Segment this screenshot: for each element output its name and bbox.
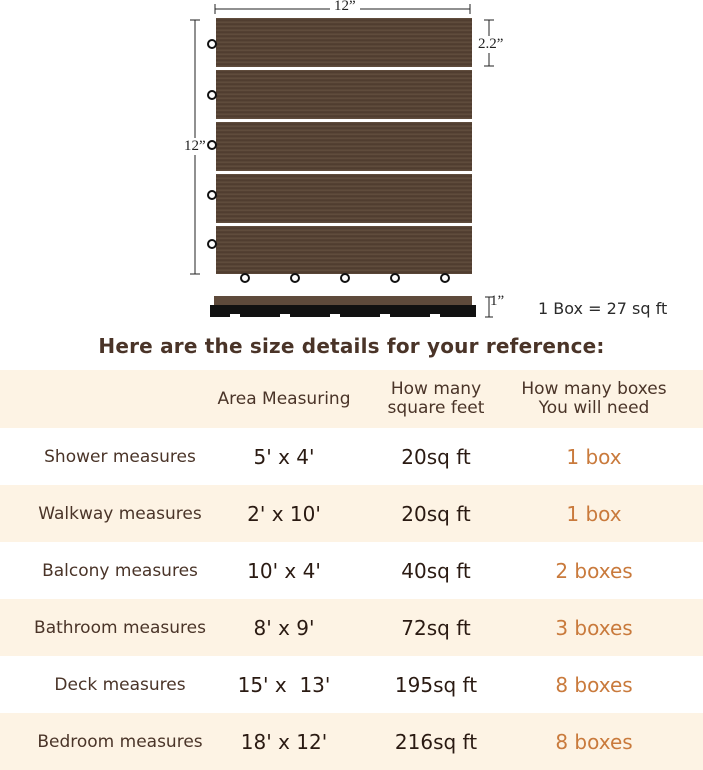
- plank-width-label: 2.2”: [478, 36, 504, 52]
- table-row: [0, 656, 703, 713]
- area-value: 5' x 4': [253, 444, 315, 469]
- boxes-value: 2 boxes: [555, 558, 633, 583]
- room-label: Bedroom measures: [37, 731, 203, 752]
- sqft-value: 20sq ft: [401, 444, 471, 469]
- room-label: Balcony measures: [42, 560, 198, 581]
- table-row: [0, 428, 703, 485]
- room-label: Bathroom measures: [34, 617, 206, 638]
- tile-side-profile: [210, 296, 476, 319]
- header-square-feet: How many square feet: [387, 379, 485, 418]
- room-label: Walkway measures: [38, 503, 202, 524]
- box-coverage-note: 1 Box = 27 sq ft: [538, 299, 668, 318]
- header-boxes-needed: How many boxes You will need: [521, 379, 667, 418]
- boxes-value: 3 boxes: [555, 615, 633, 640]
- area-value: 10' x 4': [247, 558, 321, 583]
- area-value: 18' x 12': [240, 729, 328, 754]
- area-value: 15' x 13': [237, 672, 331, 697]
- sqft-value: 195sq ft: [394, 672, 478, 697]
- sqft-value: 216sq ft: [394, 729, 478, 754]
- sqft-value: 20sq ft: [401, 501, 471, 526]
- thickness-label: 1”: [490, 293, 505, 309]
- table-row: [0, 485, 703, 542]
- size-table: [0, 370, 703, 770]
- area-value: 8' x 9': [253, 615, 315, 640]
- tile-planks: [216, 18, 472, 274]
- header-area-measuring: Area Measuring: [217, 388, 351, 409]
- table-row: [0, 599, 703, 656]
- boxes-value: 8 boxes: [555, 672, 633, 697]
- boxes-value: 1 box: [566, 501, 622, 526]
- height-label: 12”: [184, 138, 206, 154]
- sqft-value: 40sq ft: [401, 558, 471, 583]
- boxes-value: 1 box: [566, 444, 622, 469]
- table-header-row: [0, 370, 703, 428]
- area-value: 2' x 10': [247, 501, 321, 526]
- deck-tile-illustration: [0, 0, 703, 330]
- page-heading: Here are the size details for your reference:: [98, 334, 605, 358]
- table-row: [0, 713, 703, 770]
- room-label: Deck measures: [54, 674, 186, 695]
- table-row: [0, 542, 703, 599]
- room-label: Shower measures: [44, 446, 196, 467]
- sqft-value: 72sq ft: [401, 615, 471, 640]
- width-label: 12”: [330, 0, 360, 15]
- boxes-value: 8 boxes: [555, 729, 633, 754]
